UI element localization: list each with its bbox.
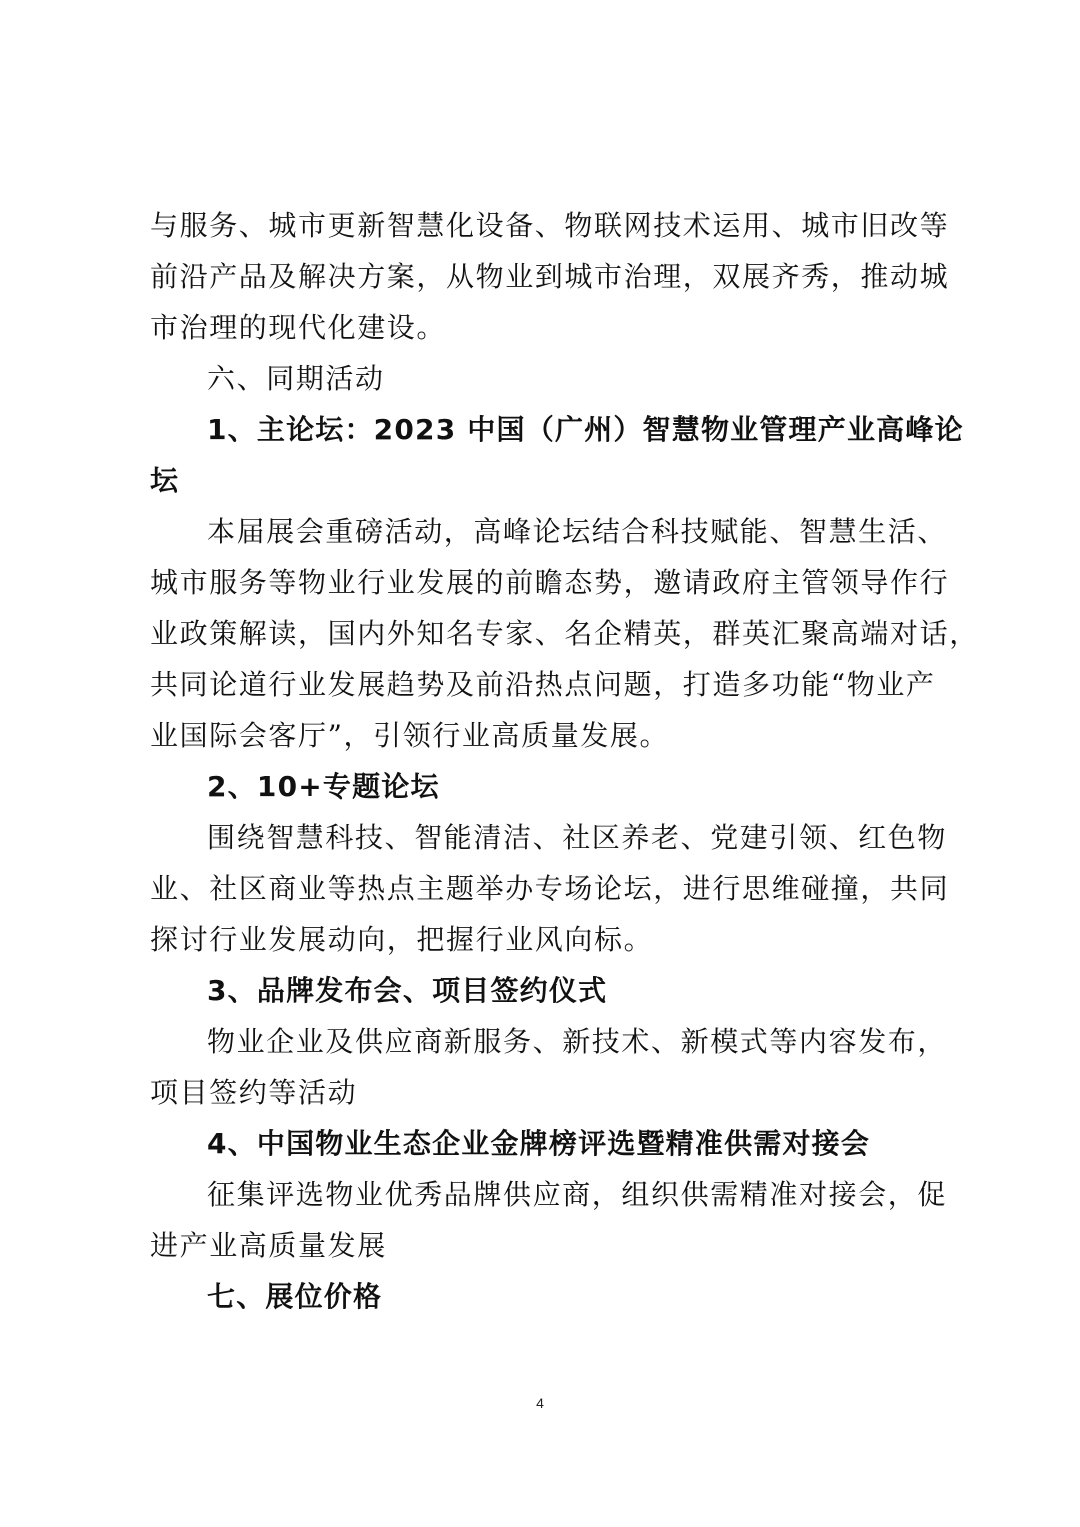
paragraph-line: 市治理的现代化建设。 — [150, 311, 447, 344]
section-heading: 七、展位价格 — [207, 1280, 383, 1313]
paragraph-line: 业政策解读，国内外知名专家、名企精英，群英汇聚高端对话， — [150, 617, 979, 650]
subsection-heading: 1、主论坛：2023 中国（广州）智慧物业管理产业高峰论 — [207, 413, 964, 446]
paragraph-line: 探讨行业发展动向，把握行业风向标。 — [150, 923, 654, 956]
paragraph-line: 征集评选物业优秀品牌供应商，组织供需精准对接会，促 — [207, 1178, 948, 1211]
subsection-heading-continued: 坛 — [150, 464, 180, 497]
page-number: 4 — [536, 1395, 544, 1411]
paragraph-line: 围绕智慧科技、智能清洁、社区养老、党建引领、红色物 — [207, 821, 948, 854]
paragraph-line: 本届展会重磅活动，高峰论坛结合科技赋能、智慧生活、 — [207, 515, 948, 548]
paragraph-line: 前沿产品及解决方案，从物业到城市治理，双展齐秀，推动城 — [150, 260, 950, 293]
subsection-heading: 3、品牌发布会、项目签约仪式 — [207, 974, 608, 1007]
paragraph-line: 业、社区商业等热点主题举办专场论坛，进行思维碰撞，共同 — [150, 872, 950, 905]
paragraph-line: 项目签约等活动 — [150, 1076, 358, 1109]
subsection-heading: 4、中国物业生态企业金牌榜评选暨精准供需对接会 — [207, 1127, 871, 1160]
paragraph-line: 物业企业及供应商新服务、新技术、新模式等内容发布， — [207, 1025, 948, 1058]
paragraph-line: 城市服务等物业行业发展的前瞻态势，邀请政府主管领导作行 — [150, 566, 950, 599]
section-heading: 六、同期活动 — [207, 362, 385, 395]
paragraph-line: 与服务、城市更新智慧化设备、物联网技术运用、城市旧改等 — [150, 209, 950, 242]
subsection-heading: 2、10+专题论坛 — [207, 770, 440, 803]
paragraph-line: 共同论道行业发展趋势及前沿热点问题，打造多功能“物业产 — [150, 668, 936, 701]
paragraph-line: 进产业高质量发展 — [150, 1229, 387, 1262]
paragraph-line: 业国际会客厅”，引领行业高质量发展。 — [150, 719, 670, 752]
